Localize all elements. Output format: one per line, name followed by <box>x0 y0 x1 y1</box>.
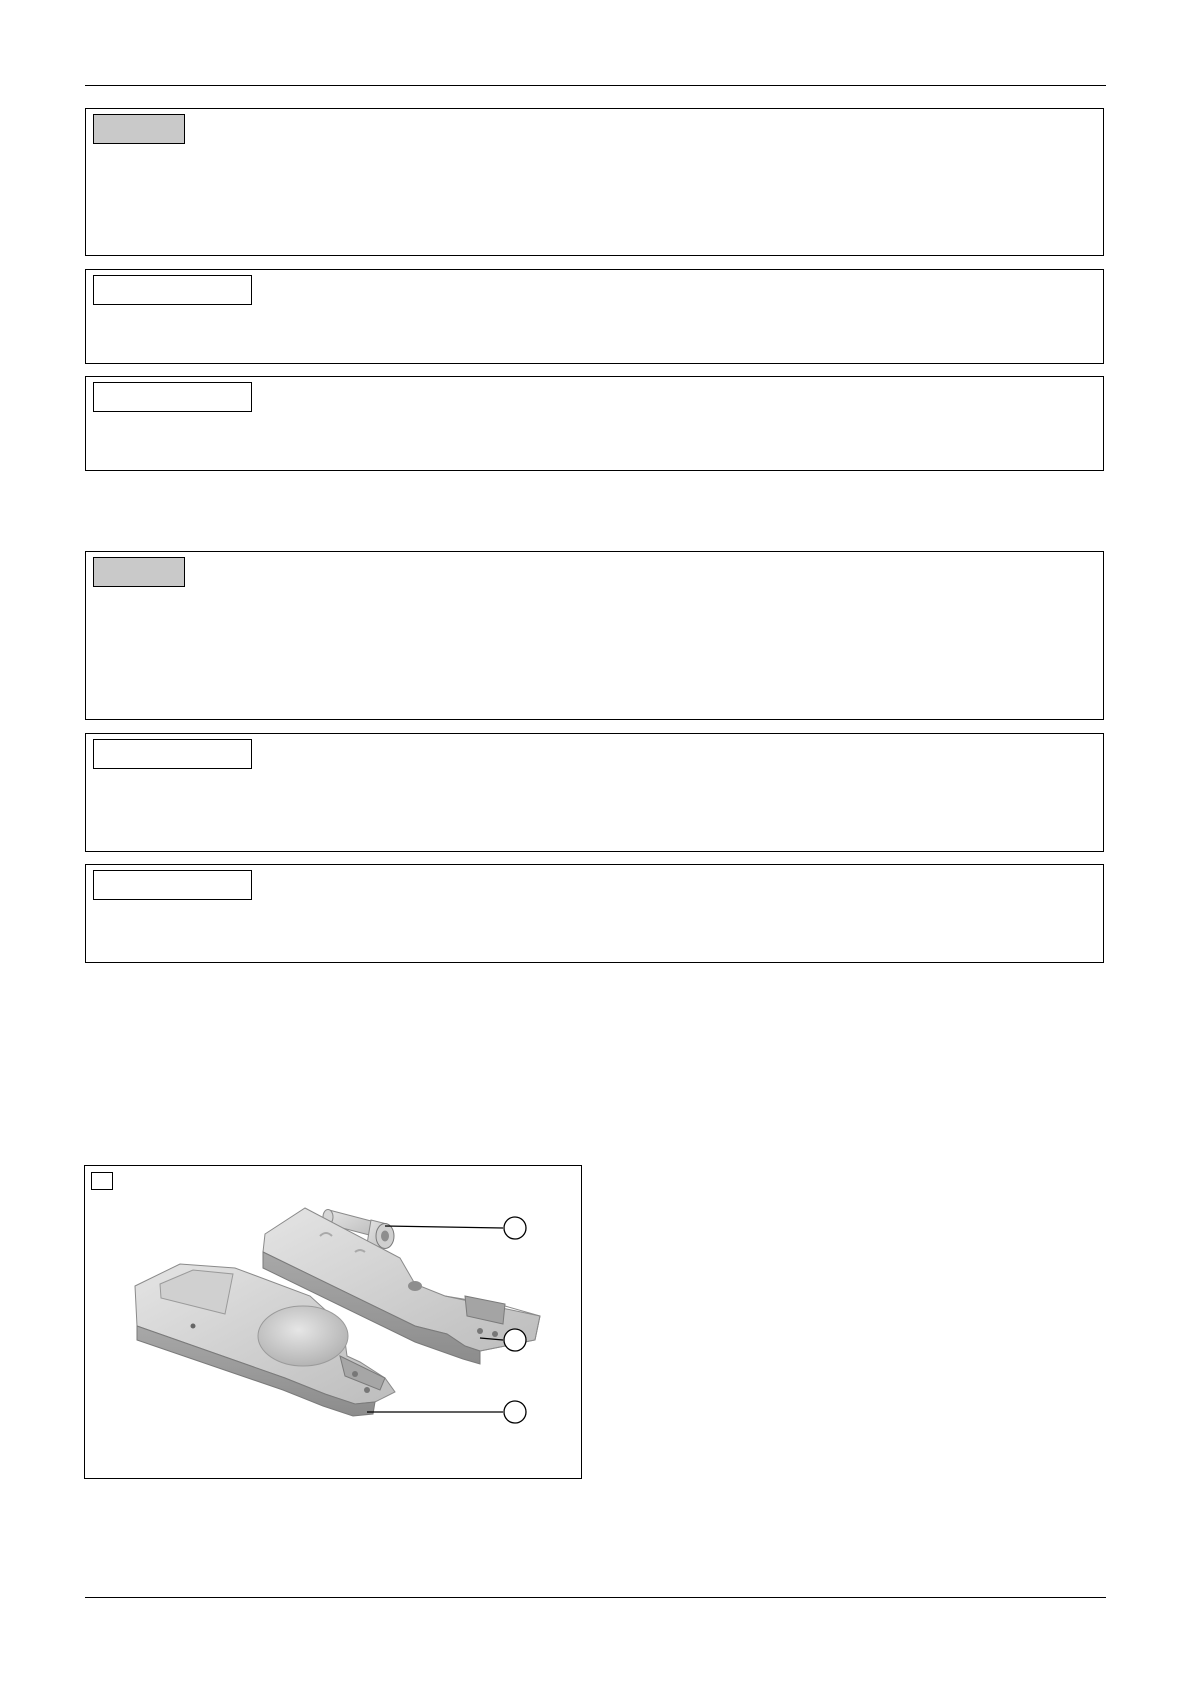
notice-label-4 <box>93 557 185 587</box>
notice-box-4 <box>85 551 1104 720</box>
parts-figure <box>84 1165 582 1479</box>
notice-label-1 <box>93 114 185 144</box>
notice-box-3 <box>85 376 1104 471</box>
notice-label-6 <box>93 870 252 900</box>
callout-3 <box>367 1401 526 1423</box>
parts-illustration <box>85 1166 581 1478</box>
notice-label-5 <box>93 739 252 769</box>
notice-label-2 <box>93 275 252 305</box>
notice-box-2 <box>85 269 1104 364</box>
notice-box-5 <box>85 733 1104 852</box>
footer-rule <box>85 1597 1106 1598</box>
header-rule <box>85 85 1106 86</box>
notice-box-1 <box>85 108 1104 256</box>
notice-box-6 <box>85 864 1104 963</box>
notice-label-3 <box>93 382 252 412</box>
callout-1 <box>385 1217 526 1239</box>
